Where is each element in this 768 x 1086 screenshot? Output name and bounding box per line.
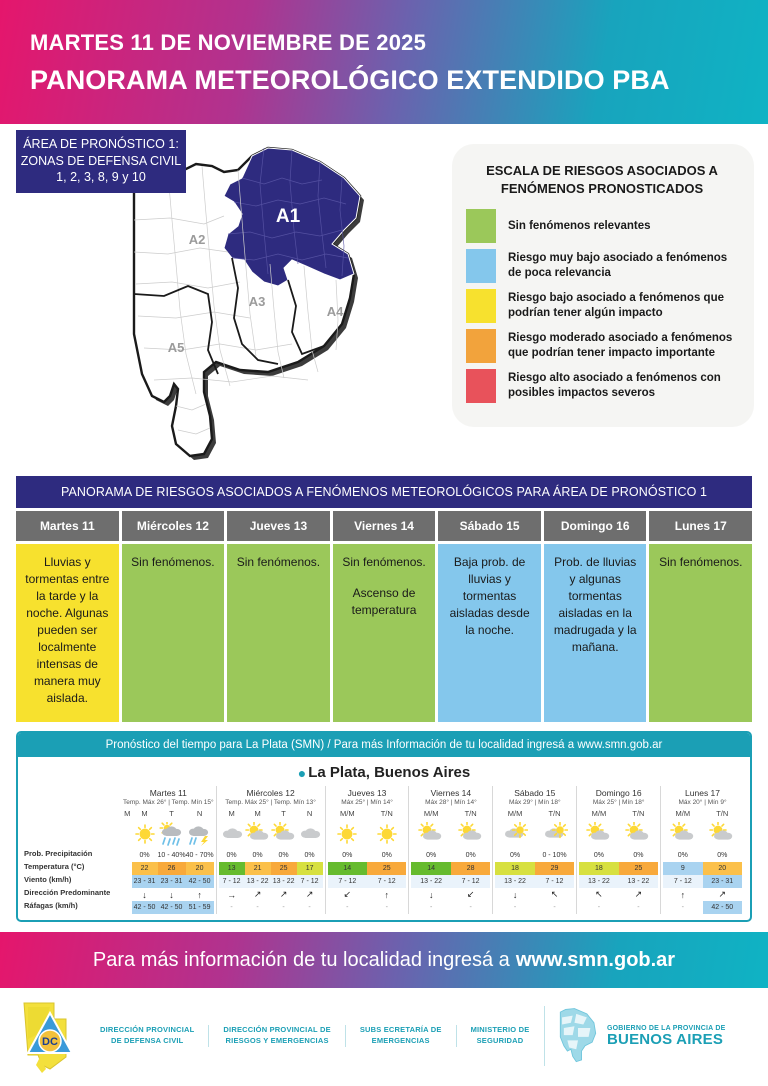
smn-precip-value: 0%	[304, 852, 315, 859]
smn-slot	[123, 808, 132, 914]
wind-direction-down-icon: ↓	[428, 889, 434, 900]
smn-precip-value: 0%	[717, 852, 728, 859]
wind-direction-nw-icon: ↖	[595, 889, 603, 899]
smn-temperature-value: 29	[535, 862, 574, 875]
smn-day-name: Domingo 16	[595, 788, 642, 798]
gobierno-bloc	[544, 1006, 754, 1066]
panorama-day-header: Miércoles 12	[122, 511, 225, 541]
smn-slot-row	[411, 808, 490, 914]
cloud-weather-icon	[219, 819, 245, 849]
smn-forecast-panel	[16, 731, 752, 922]
smn-gust-value: -	[553, 904, 556, 911]
map-label-a2: A2	[188, 232, 206, 247]
panorama-day-text	[16, 544, 119, 722]
smn-slot	[619, 808, 658, 914]
smn-temperature-value: 20	[703, 862, 742, 875]
smn-slot-label: M	[141, 809, 148, 818]
smn-slot	[663, 808, 702, 914]
smn-gust-value: -	[308, 904, 311, 911]
smn-slot-label: M	[124, 809, 131, 818]
location-pin-icon: ●	[297, 765, 307, 781]
panorama-risk-table	[16, 476, 752, 722]
smn-slot-row	[219, 808, 323, 914]
panorama-text-secondary: Ascenso de temperatura	[351, 586, 417, 618]
cloud-weather-icon	[297, 819, 323, 849]
panorama-day-text	[438, 544, 541, 722]
sun-weather-icon	[367, 819, 406, 849]
wind-direction-sw-icon: ↙	[466, 889, 475, 899]
smn-slot	[186, 808, 214, 914]
smn-precip-value: 10 - 40%	[157, 852, 186, 859]
panorama-text-primary: Sin fenómenos.	[131, 555, 215, 569]
suncloud-weather-icon	[579, 819, 618, 849]
smn-temperature-value: 18	[495, 862, 534, 875]
risk-level-list	[466, 209, 738, 403]
wind-direction-ne-icon: ↗	[634, 889, 643, 899]
wind-direction-down-icon: ↓	[169, 889, 174, 900]
wind-direction-up-icon: ↑	[680, 889, 686, 900]
gobierno-main-line: BUENOS AIRES	[607, 1030, 724, 1048]
panorama-column	[333, 511, 436, 722]
map-label-a4: A4	[326, 304, 344, 319]
smn-temperature-value	[123, 862, 132, 875]
risk-level-row	[466, 249, 738, 283]
smn-temperature-value: 14	[328, 862, 367, 875]
panorama-day-header: Domingo 16	[544, 511, 647, 541]
footer-org-line1: SUBS ECRETARÍA DE	[359, 1025, 442, 1035]
smn-slot	[367, 808, 406, 914]
smn-precip-value: 40 - 70%	[185, 852, 214, 859]
smn-gust-value: -	[681, 904, 684, 911]
smn-day-name: Sábado 15	[514, 788, 556, 798]
smn-wind-value: 23 - 31	[158, 875, 186, 888]
smn-slot	[328, 808, 367, 914]
smn-wind-value: 7 - 12	[219, 875, 245, 888]
smn-precip-value: 0%	[381, 852, 392, 859]
smn-wind-value: 42 - 50	[186, 875, 214, 888]
wind-direction-right-icon: →	[227, 889, 237, 900]
smn-slot	[158, 808, 186, 914]
smn-slot-label: M	[254, 809, 261, 818]
smn-gust-value	[123, 901, 132, 914]
smn-slot-row	[328, 808, 407, 914]
smn-precip-value: 0%	[633, 852, 644, 859]
smn-row-label: Ráfagas (km/h)	[24, 901, 78, 910]
wind-direction-empty-icon	[123, 888, 132, 901]
footer-org	[86, 1025, 208, 1047]
smn-day-column	[325, 786, 409, 914]
panorama-day-header: Lunes 17	[649, 511, 752, 541]
suncloud-weather-icon	[245, 819, 271, 849]
provincia-map-icon	[555, 1006, 601, 1066]
smn-wind-value: 23 - 31	[132, 875, 158, 888]
smn-day-column	[408, 786, 492, 914]
smn-slot	[219, 808, 245, 914]
smn-slot-label: N	[306, 809, 313, 818]
smn-slot	[245, 808, 271, 914]
risk-level-row	[466, 209, 738, 243]
risk-scale-title	[466, 162, 738, 197]
smn-gust-value: -	[230, 904, 233, 911]
suncloud-weather-icon	[619, 819, 658, 849]
smn-day-columns	[121, 786, 744, 914]
risk-scale-title-line1: ESCALA DE RIESGOS ASOCIADOS A	[486, 163, 718, 178]
risk-level-swatch	[466, 209, 496, 243]
smn-precip-value: 0%	[593, 852, 604, 859]
rain-weather-icon	[158, 819, 186, 849]
smn-gust-value: -	[430, 904, 433, 911]
footer-org-line1: MINISTERIO DE	[470, 1025, 530, 1035]
smn-wind-value: 23 - 31	[703, 875, 742, 888]
panorama-day-text	[122, 544, 225, 722]
risk-level-label: Riesgo moderado asociado a fenómenos que podrían tener impacto importante	[508, 332, 733, 360]
smn-gust-value: 42 - 50	[158, 901, 186, 914]
smn-slot-label: T/N	[716, 809, 729, 818]
cloudsun-weather-icon	[535, 819, 574, 849]
smn-slot-label: M	[228, 809, 235, 818]
smn-temperature-value: 25	[271, 862, 297, 875]
suncloud-weather-icon	[411, 819, 450, 849]
smn-temperature-value: 22	[132, 862, 158, 875]
suncloud-weather-icon	[703, 819, 742, 849]
panorama-column	[122, 511, 225, 722]
smn-slot-row	[663, 808, 742, 914]
panorama-text-primary: Lluvias y tormentas entre la tarde y la noche. Algunas pueden ser localmente intensas de manera muy aislada.	[25, 555, 110, 706]
smn-precip-value: 0%	[226, 852, 237, 859]
smn-slot-row	[123, 808, 214, 914]
gobierno-top-line: GOBIERNO DE LA PROVINCIA DE	[607, 1024, 726, 1032]
sun-weather-icon	[328, 819, 367, 849]
smn-slot-label: M/M	[423, 809, 439, 818]
panorama-text-primary: Sin fenómenos.	[236, 555, 321, 569]
smn-day-column	[660, 786, 744, 914]
map-label-a5: A5	[167, 340, 185, 355]
smn-gust-value: -	[469, 904, 472, 911]
footer-org-line2: SEGURIDAD	[476, 1036, 524, 1045]
smn-gust-value: -	[385, 904, 388, 911]
smn-temperature-value: 9	[663, 862, 702, 875]
smn-slot-label: M/M	[340, 809, 355, 818]
wind-direction-ne-icon: ↗	[253, 889, 262, 899]
smn-temperature-value: 17	[297, 862, 323, 875]
smn-row-label: Temperatura (°C)	[24, 862, 85, 871]
smn-precip-value: 0 - 10%	[542, 852, 567, 859]
promo-url[interactable]: www.smn.gob.ar	[515, 948, 676, 971]
smn-gust-value: -	[346, 904, 349, 911]
smn-precip-value	[123, 849, 132, 862]
smn-precip-value: 0%	[278, 852, 289, 859]
panorama-day-header: Martes 11	[16, 511, 119, 541]
footer-org-line2: EMERGENCIAS	[371, 1036, 430, 1045]
panorama-day-text	[333, 544, 436, 722]
wind-direction-nw-icon: ↖	[550, 889, 559, 899]
smn-temperature-value: 14	[411, 862, 450, 875]
smn-precip-value: 0%	[139, 852, 150, 859]
wind-direction-up-icon: ↑	[384, 889, 389, 900]
wind-direction-down-icon: ↓	[512, 889, 518, 900]
gobierno-text	[607, 1025, 725, 1048]
risk-level-label: Riesgo bajo asociado a fenómenos que podrían tener algún impacto	[508, 292, 724, 320]
smn-slot-label: T/N	[632, 809, 645, 818]
smn-precip-value: 0%	[465, 852, 476, 859]
smn-day-column	[576, 786, 660, 914]
map-label-a1: A1	[275, 206, 301, 227]
svg-text:DC: DC	[42, 1036, 58, 1048]
page-footer	[0, 988, 768, 1084]
smn-slot-label: M/M	[507, 809, 523, 818]
page-header	[0, 0, 768, 124]
smn-temperature-value: 26	[158, 862, 186, 875]
panorama-text-primary: Baja prob. de lluvias y tormentas aisladas desde la noche.	[449, 555, 530, 638]
smn-wind-value: 13 - 22	[619, 875, 658, 888]
panorama-day-text	[227, 544, 330, 722]
smn-gust-value: 51 - 59	[186, 901, 214, 914]
promo-text: Para más información de tu localidad ingresá a	[92, 948, 510, 971]
smn-day-temps: Máx 28° | Mín 14°	[425, 799, 477, 806]
footer-org	[208, 1025, 344, 1047]
header-date: MARTES 11 DE NOVIEMBRE DE 2025	[30, 30, 427, 55]
smn-gust-value: -	[282, 904, 285, 911]
risk-level-swatch	[466, 249, 496, 283]
panorama-day-text	[649, 544, 752, 722]
smn-wind-value: 7 - 12	[297, 875, 323, 888]
footer-org	[456, 1025, 544, 1047]
smn-slot	[411, 808, 450, 914]
smn-day-temps: Máx 29° | Mín 18°	[508, 799, 561, 806]
smn-wind-value: 13 - 22	[495, 875, 534, 888]
smn-slot	[297, 808, 323, 914]
footer-org-list	[86, 1025, 544, 1047]
panorama-column	[649, 511, 752, 722]
smn-gust-value: 42 - 50	[132, 901, 158, 914]
map-label-a3: A3	[248, 294, 266, 309]
panorama-day-header: Sábado 15	[438, 511, 541, 541]
smn-wind-value: 7 - 12	[451, 875, 490, 888]
smn-temperature-value: 25	[619, 862, 658, 875]
panorama-text-primary: Sin fenómenos.	[342, 555, 426, 569]
smn-slot	[495, 808, 534, 914]
wind-direction-ne-icon: ↗	[305, 889, 314, 899]
wind-direction-up-icon: ↑	[197, 889, 202, 900]
promo-bar	[0, 932, 768, 988]
smn-day-temps: Máx 25° | Mín 18°	[592, 799, 645, 806]
smn-slot-label: T/N	[464, 809, 477, 818]
wind-direction-down-icon: ↓	[142, 889, 147, 900]
panorama-column	[16, 511, 119, 722]
smn-gust-value: -	[256, 904, 259, 911]
smn-row-label: Prob. Precipitación	[24, 849, 93, 858]
panorama-day-header: Viernes 14	[333, 511, 436, 541]
risk-level-label: Riesgo muy bajo asociado a fenómenos de poca relevancia	[508, 252, 728, 280]
smn-day-name: Miércoles 12	[246, 788, 295, 798]
risk-level-swatch	[466, 289, 496, 323]
smn-day-column	[216, 786, 325, 914]
panorama-day-text	[544, 544, 647, 722]
smn-slot	[451, 808, 490, 914]
smn-day-name: Martes 11	[149, 788, 187, 798]
risk-level-swatch	[466, 329, 496, 363]
smn-forecast-grid	[18, 786, 750, 920]
risk-level-row	[466, 369, 738, 403]
risk-scale-title-line2: FENÓMENOS PRONOSTICADOS	[500, 180, 704, 196]
wind-direction-ne-icon: ↗	[279, 889, 288, 899]
smn-row-labels	[24, 786, 121, 914]
smn-banner: Pronóstico del tiempo para La Plata (SMN) / Para más Información de tu localidad ingresá a www.smn.gob.ar	[18, 733, 750, 757]
smn-temperature-value: 21	[245, 862, 271, 875]
smn-slot	[271, 808, 297, 914]
smn-gust-value: -	[637, 904, 640, 911]
smn-gust-value: -	[513, 904, 517, 911]
smn-day-name: Lunes 17	[685, 788, 721, 798]
area-badge-line1: ÁREA DE PRONÓSTICO 1:	[23, 137, 179, 151]
risk-level-label: Sin fenómenos relevantes	[508, 219, 651, 232]
smn-precip-value: 0%	[677, 852, 688, 859]
wind-direction-sw-icon: ↙	[343, 889, 352, 899]
smn-gust-value: 42 - 50	[703, 901, 742, 914]
smn-temperature-value: 28	[451, 862, 490, 875]
smn-slot-row	[495, 808, 574, 914]
smn-temperature-value: 20	[186, 862, 214, 875]
smn-location-heading	[18, 757, 750, 786]
smn-wind-value: 13 - 22	[271, 875, 297, 888]
smn-slot-label: M/M	[591, 809, 607, 818]
smn-wind-value: 7 - 12	[328, 875, 367, 888]
smn-slot-label: T/N	[548, 809, 561, 818]
footer-org-line2: RIESGOS Y EMERGENCIAS	[225, 1036, 329, 1045]
smn-day-name: Viernes 14	[430, 788, 472, 798]
suncloud-weather-icon	[271, 819, 297, 849]
smn-slot-label: N	[196, 809, 203, 818]
smn-location-name: La Plata, Buenos Aires	[308, 764, 471, 781]
smn-wind-value: 13 - 22	[579, 875, 618, 888]
smn-precip-value: 0%	[342, 852, 353, 859]
smn-slot-label: T	[281, 809, 286, 818]
cloudsun-weather-icon	[495, 819, 534, 849]
smn-row-label: Viento (km/h)	[24, 875, 72, 884]
smn-wind-value	[123, 875, 132, 888]
footer-org-line2: DE DEFENSA CIVIL	[110, 1036, 184, 1045]
wind-direction-ne-icon: ↗	[718, 889, 727, 899]
smn-day-temps: Máx 25° | Mín 14°	[341, 799, 393, 806]
smn-wind-value: 13 - 22	[411, 875, 450, 888]
footer-org-line1: DIRECCIÓN PROVINCIAL	[100, 1025, 195, 1035]
smn-wind-value: 7 - 12	[367, 875, 406, 888]
area-forecast-badge	[16, 130, 186, 193]
smn-slot-label: M/M	[675, 809, 691, 818]
area-badge-line2: ZONAS DE DEFENSA CIVIL	[20, 153, 182, 168]
footer-org	[345, 1025, 456, 1047]
panorama-column	[227, 511, 330, 722]
area-badge-line3: 1, 2, 3, 8, 9 y 10	[56, 170, 146, 184]
smn-temperature-value: 25	[367, 862, 406, 875]
suncloud-weather-icon	[451, 819, 490, 849]
smn-wind-value: 7 - 12	[663, 875, 702, 888]
defensa-civil-logo	[14, 999, 86, 1073]
smn-wind-value: 7 - 12	[535, 875, 574, 888]
smn-precip-value: 0%	[426, 852, 437, 859]
panorama-column	[438, 511, 541, 722]
smn-slot	[703, 808, 742, 914]
smn-temperature-value: 18	[579, 862, 618, 875]
smn-slot	[579, 808, 618, 914]
smn-precip-value: 0%	[510, 852, 521, 859]
panorama-text-primary: Prob. de lluvias y algunas tormentas aisladas en la madrugada y la mañana.	[553, 555, 637, 655]
map-section	[0, 124, 768, 472]
risk-scale-card	[452, 144, 754, 427]
panorama-day-header: Jueves 13	[227, 511, 330, 541]
smn-row-label: Dirección Predominante	[24, 888, 111, 897]
panorama-column	[544, 511, 647, 722]
smn-day-temps: Máx 20° | Mín 9°	[678, 799, 727, 806]
panorama-text-primary: Sin fenómenos.	[659, 555, 743, 569]
smn-precip-value: 0%	[252, 852, 263, 859]
sun-weather-icon	[132, 819, 158, 849]
footer-org-line1: DIRECCIÓN PROVINCIAL DE	[223, 1025, 331, 1035]
smn-day-name: Jueves 13	[347, 788, 387, 798]
suncloud-weather-icon	[663, 819, 702, 849]
smn-slot	[132, 808, 158, 914]
smn-day-temps: Temp. Máx 26° | Temp. Mín 15°	[123, 799, 214, 806]
empty-weather-icon	[123, 819, 132, 849]
smn-slot-label: T/N	[380, 809, 393, 818]
risk-level-row	[466, 329, 738, 363]
smn-wind-value: 13 - 22	[245, 875, 271, 888]
risk-level-swatch	[466, 369, 496, 403]
smn-gust-value: -	[597, 904, 601, 911]
panorama-table-title: PANORAMA DE RIESGOS ASOCIADOS A FENÓMENOS METEOROLÓGICOS PARA ÁREA DE PRONÓSTICO 1	[16, 476, 752, 508]
smn-slot-row	[579, 808, 658, 914]
panorama-columns	[16, 511, 752, 722]
smn-temperature-value: 13	[219, 862, 245, 875]
smn-slot-label: T	[169, 809, 174, 818]
smn-day-column	[121, 786, 216, 914]
storm-weather-icon	[186, 819, 214, 849]
smn-day-temps: Temp. Máx 25° | Temp. Mín 13°	[225, 799, 316, 806]
risk-level-row	[466, 289, 738, 323]
smn-day-column	[492, 786, 576, 914]
page-title: PANORAMA METEOROLÓGICO EXTENDIDO PBA	[30, 65, 670, 96]
risk-level-label: Riesgo alto asociado a fenómenos con posibles impactos severos	[508, 372, 721, 400]
smn-slot	[535, 808, 574, 914]
